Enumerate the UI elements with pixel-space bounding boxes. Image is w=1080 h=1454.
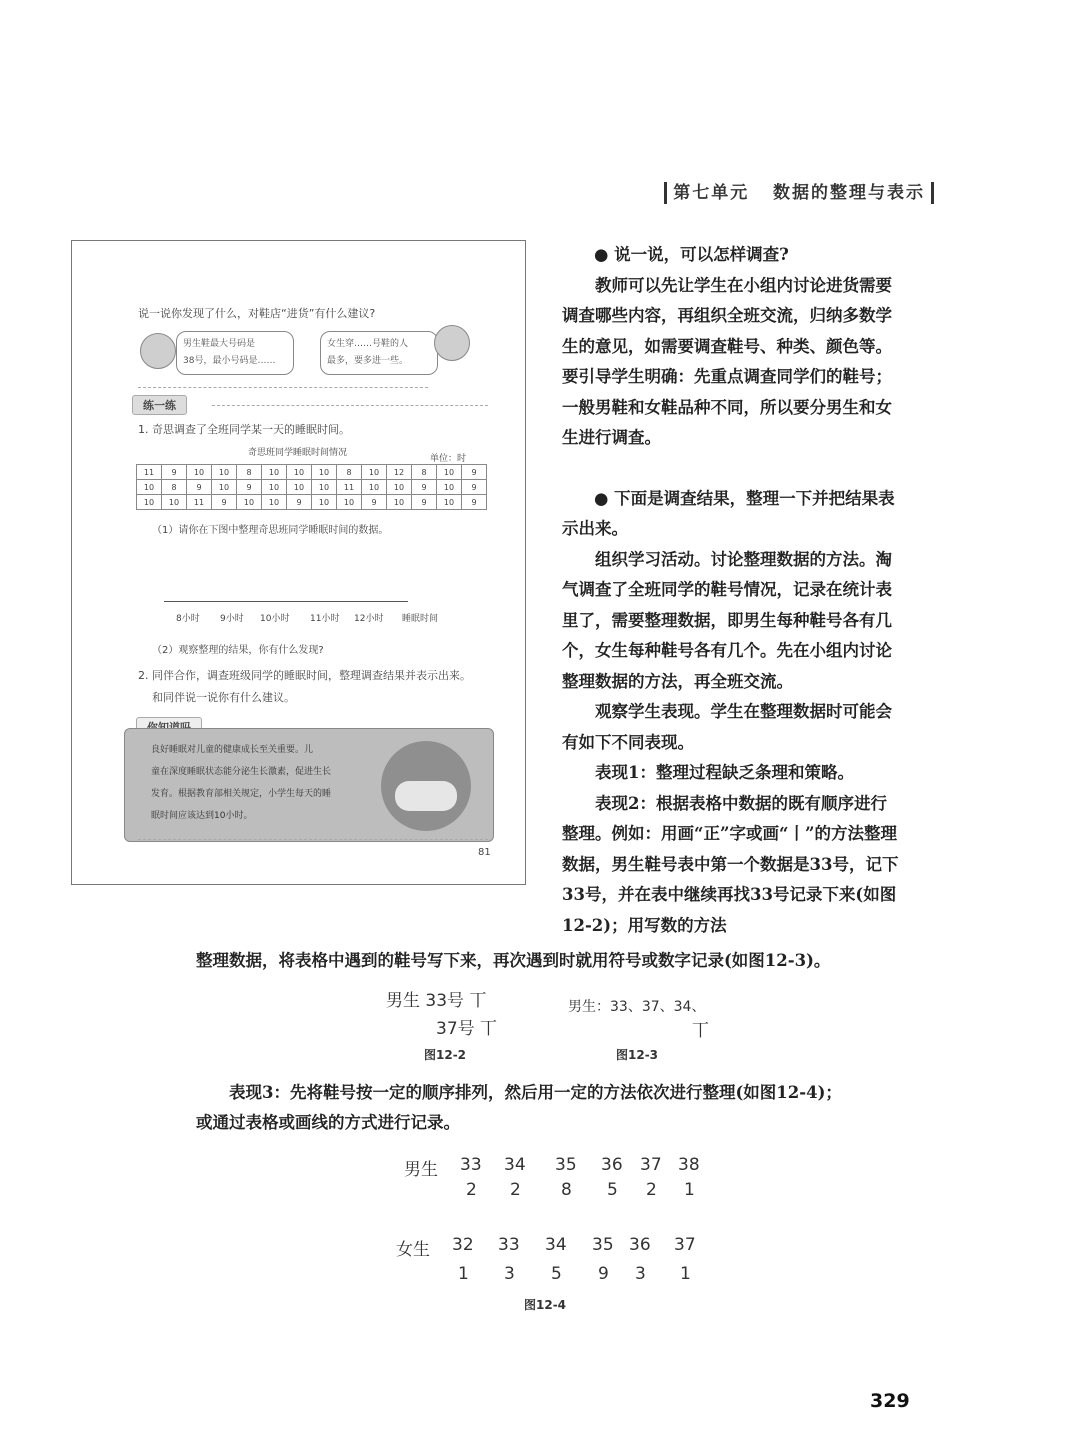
table-cell: 10 [137,480,162,495]
table-cell: 10 [387,480,412,495]
axis-label: 10小时 [260,614,290,624]
table-cell: 9 [462,465,487,480]
boys-count: 5 [607,1180,618,1200]
exercise-2-line2: 和同伴说一说你有什么建议。 [152,691,295,704]
table-cell: 9 [462,495,487,510]
table-cell: 9 [412,495,437,510]
axis-label: 9小时 [220,614,244,624]
table-title: 奇思班同学睡眠时间情况 [248,448,348,458]
table-cell: 10 [212,465,237,480]
table-cell: 9 [162,465,187,480]
table-cell: 10 [312,465,337,480]
sleep-time-table [136,464,487,510]
table-cell: 10 [312,495,337,510]
bubble-right-line1: 女生穿……号鞋的人 [327,339,409,349]
boys-count: 8 [561,1180,572,1200]
table-cell: 10 [162,495,187,510]
paragraph-6-line2: 或通过表格或画线的方式进行记录。 [196,1113,460,1132]
figure-12-4-caption: 图12-4 [524,1298,567,1312]
table-cell: 8 [412,465,437,480]
boys-shoe-size: 35 [555,1155,577,1175]
did-you-know-line: 童在深度睡眠状态能分泌生长激素，促进生长 [151,767,332,777]
table-cell: 9 [212,495,237,510]
girls-shoe-size: 34 [545,1235,567,1255]
paragraph-5: 表现2：根据表格中数据的既有顺序进行整理。例如：用画“正”字或画“丨”的方法整理数据，男生鞋号表中第一个数据是33号，记下33号，并在表中继续再找33号记录下来(如图12-2)；用写数的方法 [562,793,899,935]
table-cell: 9 [187,480,212,495]
moon-sleeping-child-illustration [381,741,471,831]
inset-page-number: 81 [478,847,491,858]
boys-shoe-size: 33 [460,1155,482,1175]
table-cell: 8 [237,465,262,480]
table-cell: 8 [337,465,362,480]
bubble-right-line2: 最多，要多进一些。 [327,356,409,366]
paragraph-6-line1: 表现3：先将鞋号按一定的顺序排列，然后用一定的方法依次进行整理(如图12-4)； [229,1083,842,1102]
axis-label: 睡眠时间 [402,614,439,624]
header-bar-right [931,182,934,204]
table-row [137,480,487,495]
bed-icon [395,781,457,811]
running-header [658,178,940,204]
speech-bubble-right [320,331,438,375]
table-cell: 10 [437,465,462,480]
table-row [137,465,487,480]
heading-how-to-survey: ● 说一说，可以怎样调查? [594,245,789,264]
girls-count: 5 [551,1264,562,1284]
paragraph-4: 表现1：整理过程缺乏条理和策略。 [595,763,854,782]
did-you-know-line: 发育。根据教育部相关规定，小学生每天的睡 [151,789,332,799]
table-cell: 10 [387,495,412,510]
header-bar-left [664,182,667,204]
figure-12-2-row2: 37号 丅 [436,1019,498,1039]
boy-avatar-icon [434,325,470,361]
girls-count: 9 [598,1264,609,1284]
boys-count: 2 [466,1180,477,1200]
exercise-1-1: （1）请你在下图中整理奇思班同学睡眠时间的数据。 [152,525,389,536]
table-cell: 10 [137,495,162,510]
figure-12-3-mark: 丅 [692,1021,709,1041]
table-cell: 9 [237,480,262,495]
axis-label: 8小时 [176,614,200,624]
table-cell: 9 [462,480,487,495]
header-title: 数据的整理与表示 [773,183,925,203]
table-cell: 10 [337,495,362,510]
table-unit: 单位：时 [430,454,467,464]
figure-12-3-text: 男生：33、37、34、 [568,999,706,1015]
divider [138,387,428,388]
paragraph-2: 组织学习活动。讨论整理数据的方法。淘气调查了全班同学的鞋号情况，记录在统计表里了，需要整理数据，即男生每种鞋号各有几个，女生每种鞋号各有几个。先在小组内讨论整理数据的方法，再全班交流。 [562,549,892,691]
bubble-left-line2: 38号，最小号码是…… [183,356,276,366]
table-row [137,495,487,510]
did-you-know-text [151,739,381,827]
table-cell: 8 [162,480,187,495]
figure-12-4-girls-label: 女生 [396,1240,430,1260]
did-you-know-line: 眠时间应该达到10小时。 [151,811,253,821]
table-cell: 11 [337,480,362,495]
table-cell: 10 [287,465,312,480]
girls-count: 1 [458,1264,469,1284]
boys-shoe-size: 36 [601,1155,623,1175]
table-cell: 10 [212,480,237,495]
table-cell: 9 [287,495,312,510]
figure-12-2-row1: 男生 33号 丅 [386,991,487,1011]
exercise-1-2: （2）观察整理的结果，你有什么发现? [152,645,324,656]
table-cell: 9 [412,480,437,495]
right-column-text [562,240,902,941]
practice-tag: 练一练 [132,395,187,415]
page-number: 329 [870,1390,910,1412]
girls-shoe-size: 36 [629,1235,651,1255]
table-cell: 9 [362,495,387,510]
boys-count: 2 [646,1180,657,1200]
divider [138,839,488,840]
girls-count: 3 [635,1264,646,1284]
girls-count: 1 [680,1264,691,1284]
table-cell: 10 [362,480,387,495]
girls-shoe-size: 35 [592,1235,614,1255]
girl-avatar-icon [140,333,176,369]
textbook-page-inset [71,240,526,885]
sleep-table-body [137,465,487,510]
table-cell: 10 [362,465,387,480]
divider [212,405,488,406]
boys-count: 2 [510,1180,521,1200]
exercise-1: 1. 奇思调查了全班同学某一天的睡眠时间。 [138,423,350,436]
table-cell: 11 [137,465,162,480]
speech-bubble-left [176,331,294,375]
table-cell: 10 [287,480,312,495]
table-cell: 10 [262,495,287,510]
table-cell: 10 [262,465,287,480]
inset-question: 说一说你发现了什么，对鞋店“进货”有什么建议? [138,307,376,320]
heading-results: ● 下面是调查结果，整理一下并把结果表示出来。 [562,488,895,538]
table-cell: 10 [312,480,337,495]
did-you-know-line: 良好睡眠对儿童的健康成长至关重要。儿 [151,745,314,755]
boys-shoe-size: 38 [678,1155,700,1175]
bubble-left-line1: 男生鞋最大号码是 [183,339,256,349]
girls-count: 3 [504,1264,515,1284]
table-cell: 11 [187,495,212,510]
header-unit: 第七单元 [673,183,750,203]
paragraph-1: 教师可以先让学生在小组内讨论进货需要调查哪些内容，再组织全班交流，归纳多数学生的意见，如需要调查鞋号、种类、颜色等。要引导学生明确：先重点调查同学们的鞋号；一般男鞋和女鞋品种不同，所以要分男生和女生进行调查。 [562,275,892,447]
table-cell: 10 [262,480,287,495]
number-line-axis [164,601,408,602]
boys-shoe-size: 37 [640,1155,662,1175]
boys-count: 1 [684,1180,695,1200]
figure-12-2-caption: 图12-2 [424,1048,467,1062]
exercise-2-line1: 2. 同伴合作，调查班级同学的睡眠时间，整理调查结果并表示出来。 [138,669,471,682]
girls-shoe-size: 33 [498,1235,520,1255]
table-cell: 12 [387,465,412,480]
axis-label: 12小时 [354,614,384,624]
continuation-line: 整理数据，将表格中遇到的鞋号写下来，再次遇到时就用符号或数字记录(如图12-3)。 [196,951,831,970]
girls-shoe-size: 32 [452,1235,474,1255]
figure-12-3-caption: 图12-3 [616,1048,659,1062]
paragraph-3: 观察学生表现。学生在整理数据时可能会有如下不同表现。 [562,702,892,752]
table-cell: 10 [237,495,262,510]
table-cell: 10 [437,480,462,495]
table-cell: 10 [437,495,462,510]
boys-shoe-size: 34 [504,1155,526,1175]
did-you-know-scroll [124,728,494,842]
axis-label: 11小时 [310,614,340,624]
girls-shoe-size: 37 [674,1235,696,1255]
figure-12-4-boys-label: 男生 [404,1160,438,1180]
table-cell: 10 [187,465,212,480]
